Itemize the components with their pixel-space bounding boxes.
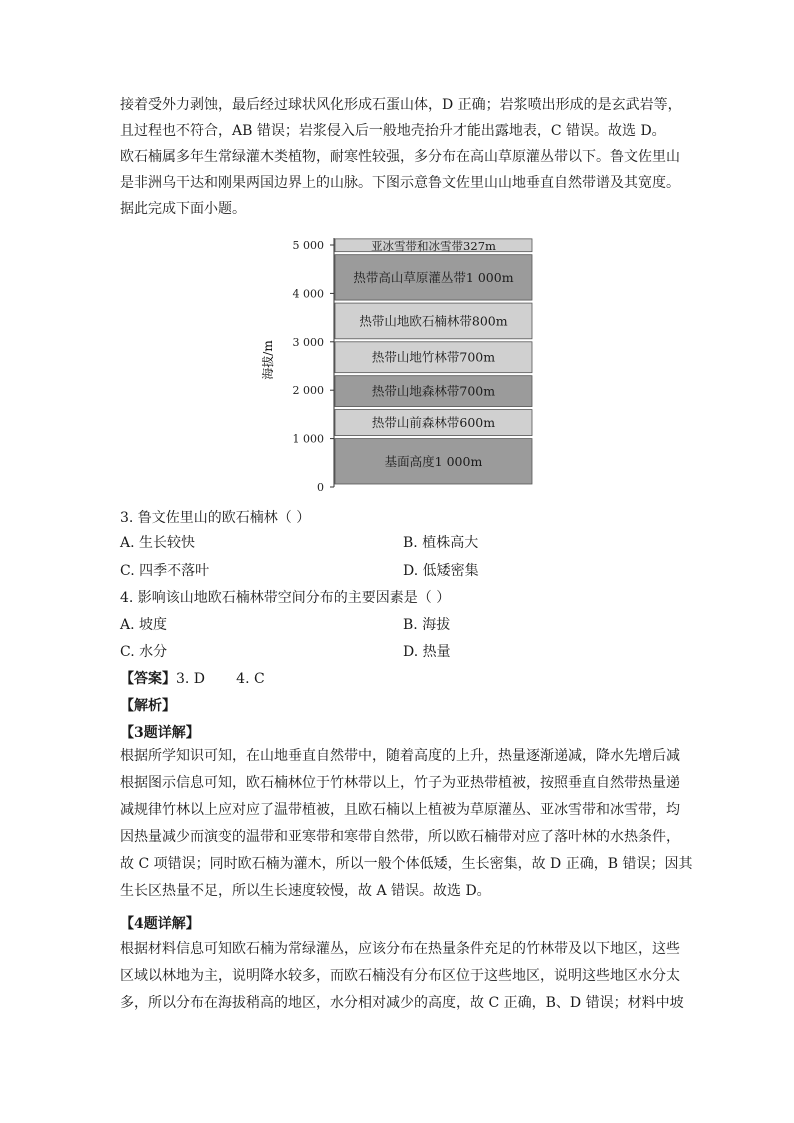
q4-detail-paragraph	[120, 936, 684, 1017]
text-line: 欧石楠属多年生常绿灌木类植物，耐寒性较强，多分布在高山草原灌丛带以下。鲁文佐里山	[120, 149, 680, 165]
zone-label: 热带山地欧石楠林带800m	[359, 313, 508, 329]
answer-line	[120, 668, 265, 688]
zone-label: 亚冰雪带和冰雪带327m	[371, 238, 496, 253]
q4-detail-tag: 【4题详解】	[120, 916, 200, 932]
text-line: 生长区热量不足，所以生长速度较慢，故 A 错误。故选 D。	[120, 883, 491, 899]
zone-label: 热带山地森林带700m	[371, 383, 496, 399]
intro-paragraph	[120, 92, 680, 222]
answer-text: 3. D 4. C	[176, 671, 265, 687]
zone-label: 热带山地竹林带700m	[371, 349, 496, 365]
zone-label: 基面高度1 000m	[384, 453, 483, 469]
text-line: 据此完成下面小题。	[120, 201, 246, 217]
question-4-options-row1	[120, 614, 680, 636]
text-line: 接着受外力剥蚀，最后经过球状风化形成石蛋山体，D 正确；岩浆喷出形成的是玄武岩等，	[120, 97, 682, 113]
y-tick-label: 2 000	[292, 384, 324, 398]
option-b: B. 海拔	[403, 617, 451, 633]
y-tick-label: 3 000	[292, 335, 324, 349]
text-line: 根据材料信息可知欧石楠为常绿灌丛，应该分布在热量条件充足的竹林带及以下地区，这些	[120, 941, 680, 957]
y-tick-label: 1 000	[292, 432, 324, 446]
text-line: 根据所学知识可知，在山地垂直自然带中，随着高度的上升，热量逐渐递减，降水先增后减	[120, 748, 680, 764]
text-line: 多，所以分布在海拔稍高的地区，水分相对减少的高度，故 C 正确，B、D 错误；材料中坡	[120, 995, 684, 1011]
vertical-zone-chart	[250, 232, 540, 497]
question-3-options-row1	[120, 532, 680, 554]
option-d: D. 热量	[403, 644, 451, 660]
question-3-stem: 3. 鲁文佐里山的欧石楠林（ ）	[120, 510, 311, 526]
option-c: C. 四季不落叶	[120, 563, 210, 579]
y-axis-label: 海拔/m	[261, 340, 275, 380]
option-a: A. 坡度	[120, 617, 168, 633]
y-tick-label: 0	[317, 481, 324, 494]
option-a: A. 生长较快	[120, 535, 196, 551]
option-c: C. 水分	[120, 644, 168, 660]
y-tick-label: 4 000	[292, 287, 324, 301]
text-line: 且过程也不符合，AB 错误；岩浆侵入后一般地壳抬升才能出露地表，C 错误。故选 D。	[120, 123, 666, 139]
question-3-options-row2	[120, 560, 680, 582]
question-4-stem: 4. 影响该山地欧石楠林带空间分布的主要因素是（ ）	[120, 590, 451, 606]
y-axis-ticks	[293, 239, 335, 494]
text-line: 故 C 项错误；同时欧石楠为灌木，所以一般个体低矮，生长密集，故 D 正确，B 错误；因其	[120, 856, 693, 872]
text-line: 根据图示信息可知，欧石楠林位于竹林带以上，竹子为亚热带植被，按照垂直自然带热量递	[120, 775, 680, 791]
text-line: 减规律竹林以上应对应了温带植被，且欧石楠以上植被为草原灌丛、亚冰雪带和冰雪带，均	[120, 802, 680, 818]
zone-label: 热带山前森林带600m	[371, 415, 496, 431]
option-b: B. 植株高大	[403, 535, 479, 551]
text-line: 区域以林地为主，说明降水较多，而欧石楠没有分布区位于这些地区，说明这些地区水分太	[120, 968, 680, 984]
analysis-tag: 【解析】	[120, 698, 176, 714]
text-line: 因热量减少而演变的温带和亚寒带和寒带自然带，所以欧石楠带对应了落叶林的水热条件，	[120, 829, 680, 845]
zone-label: 热带高山草原灌丛带1 000m	[353, 269, 514, 285]
text-line: 是非洲乌干达和刚果两国边界上的山脉。下图示意鲁文佐里山山地垂直自然带谱及其宽度。	[120, 175, 680, 191]
y-tick-label: 5 000	[292, 239, 324, 252]
zone-bars	[335, 239, 532, 484]
option-d: D. 低矮密集	[403, 563, 479, 579]
question-4-options-row2	[120, 641, 680, 663]
answer-tag: 【答案】	[120, 671, 176, 687]
q3-detail-paragraph	[120, 743, 693, 905]
q3-detail-tag: 【3题详解】	[120, 725, 200, 741]
